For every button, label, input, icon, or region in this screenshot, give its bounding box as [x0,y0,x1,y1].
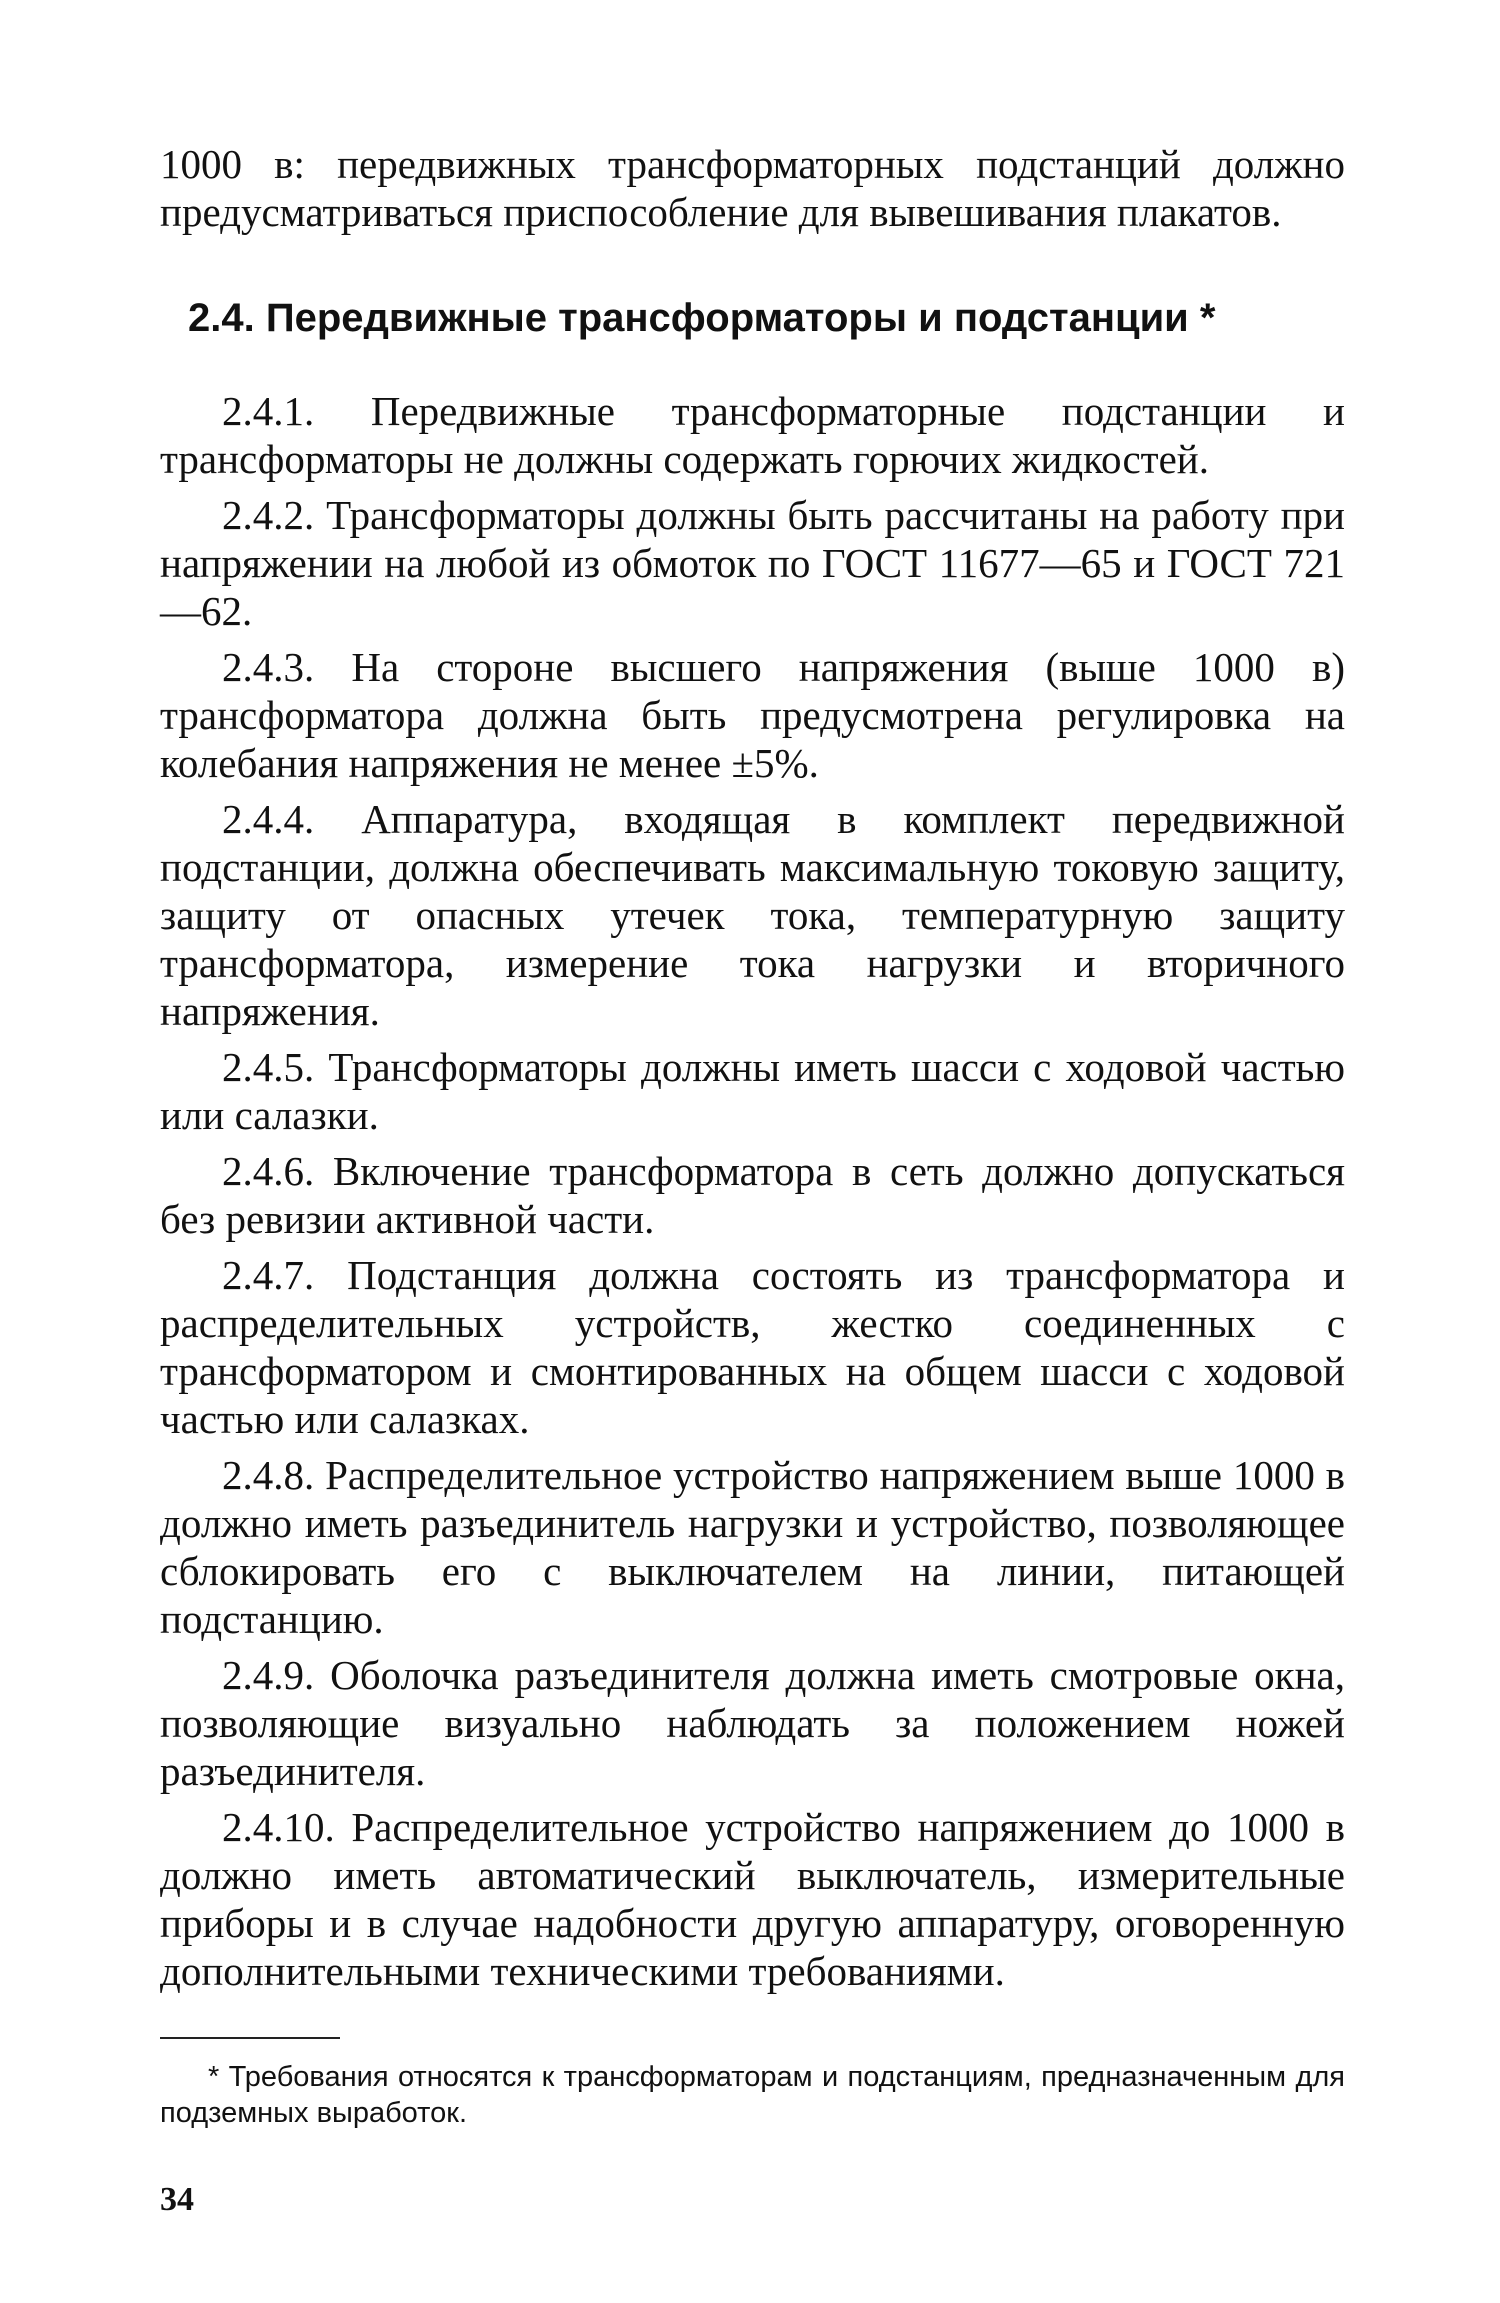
paragraph-2-4-5: 2.4.5. Трансформаторы должны иметь шасси с ходовой частью или салазки. [160,1044,1345,1138]
paragraph-2-4-6: 2.4.6. Включение трансформатора в сеть должно допускаться без ревизии активной части. [160,1148,1345,1242]
paragraph-2-4-4: 2.4.4. Аппаратура, входящая в комплект передвижной подстанции, должна обеспечивать максимальную токовую защиту, защиту от опасных утечек тока, температурную защиту трансформатора, измерение тока нагрузки и вторичного напряжения. [160,796,1345,1034]
footnote-divider [160,2037,340,2039]
intro-paragraph: 1000 в: передвижных трансформаторных подстанций должно предусматриваться приспособление для вывешивания плакатов. [160,141,1345,235]
document-page [160,140,1345,2219]
section-heading: 2.4. Передвижные трансформаторы и подстанции * [188,296,1216,340]
footnote: * Требования относятся к трансформаторам и подстанциям, предназначенным для подземных выработок. [160,2061,1345,2129]
page-number: 34 [160,2181,194,2218]
paragraph-2-4-3: 2.4.3. На стороне высшего напряжения (выше 1000 в) трансформатора должна быть предусмотрена регулировка на колебания напряжения не менее ±5%. [160,644,1345,786]
paragraph-2-4-1: 2.4.1. Передвижные трансформаторные подстанции и трансформаторы не должны содержать горючих жидкостей. [160,388,1345,482]
paragraph-2-4-10: 2.4.10. Распределительное устройство напряжением до 1000 в должно иметь автоматический выключатель, измерительные приборы и в случае надобности другую аппаратуру, оговоренную дополнительными техническими требованиями. [160,1804,1345,1994]
paragraph-2-4-8: 2.4.8. Распределительное устройство напряжением выше 1000 в должно иметь разъединитель нагрузки и устройство, позволяющее сблокировать его с выключателем на линии, питающей подстанцию. [160,1452,1345,1642]
paragraph-2-4-2: 2.4.2. Трансформаторы должны быть рассчитаны на работу при напряжении на любой из обмоток по ГОСТ 11677—65 и ГОСТ 721—62. [160,492,1345,634]
paragraph-2-4-9: 2.4.9. Оболочка разъединителя должна иметь смотровые окна, позволяющие визуально наблюдать за положением ножей разъединителя. [160,1652,1345,1794]
paragraph-2-4-7: 2.4.7. Подстанция должна состоять из трансформатора и распределительных устройств, жестко соединенных с трансформатором и смонтированных на общем шасси с ходовой частью или салазках. [160,1252,1345,1442]
